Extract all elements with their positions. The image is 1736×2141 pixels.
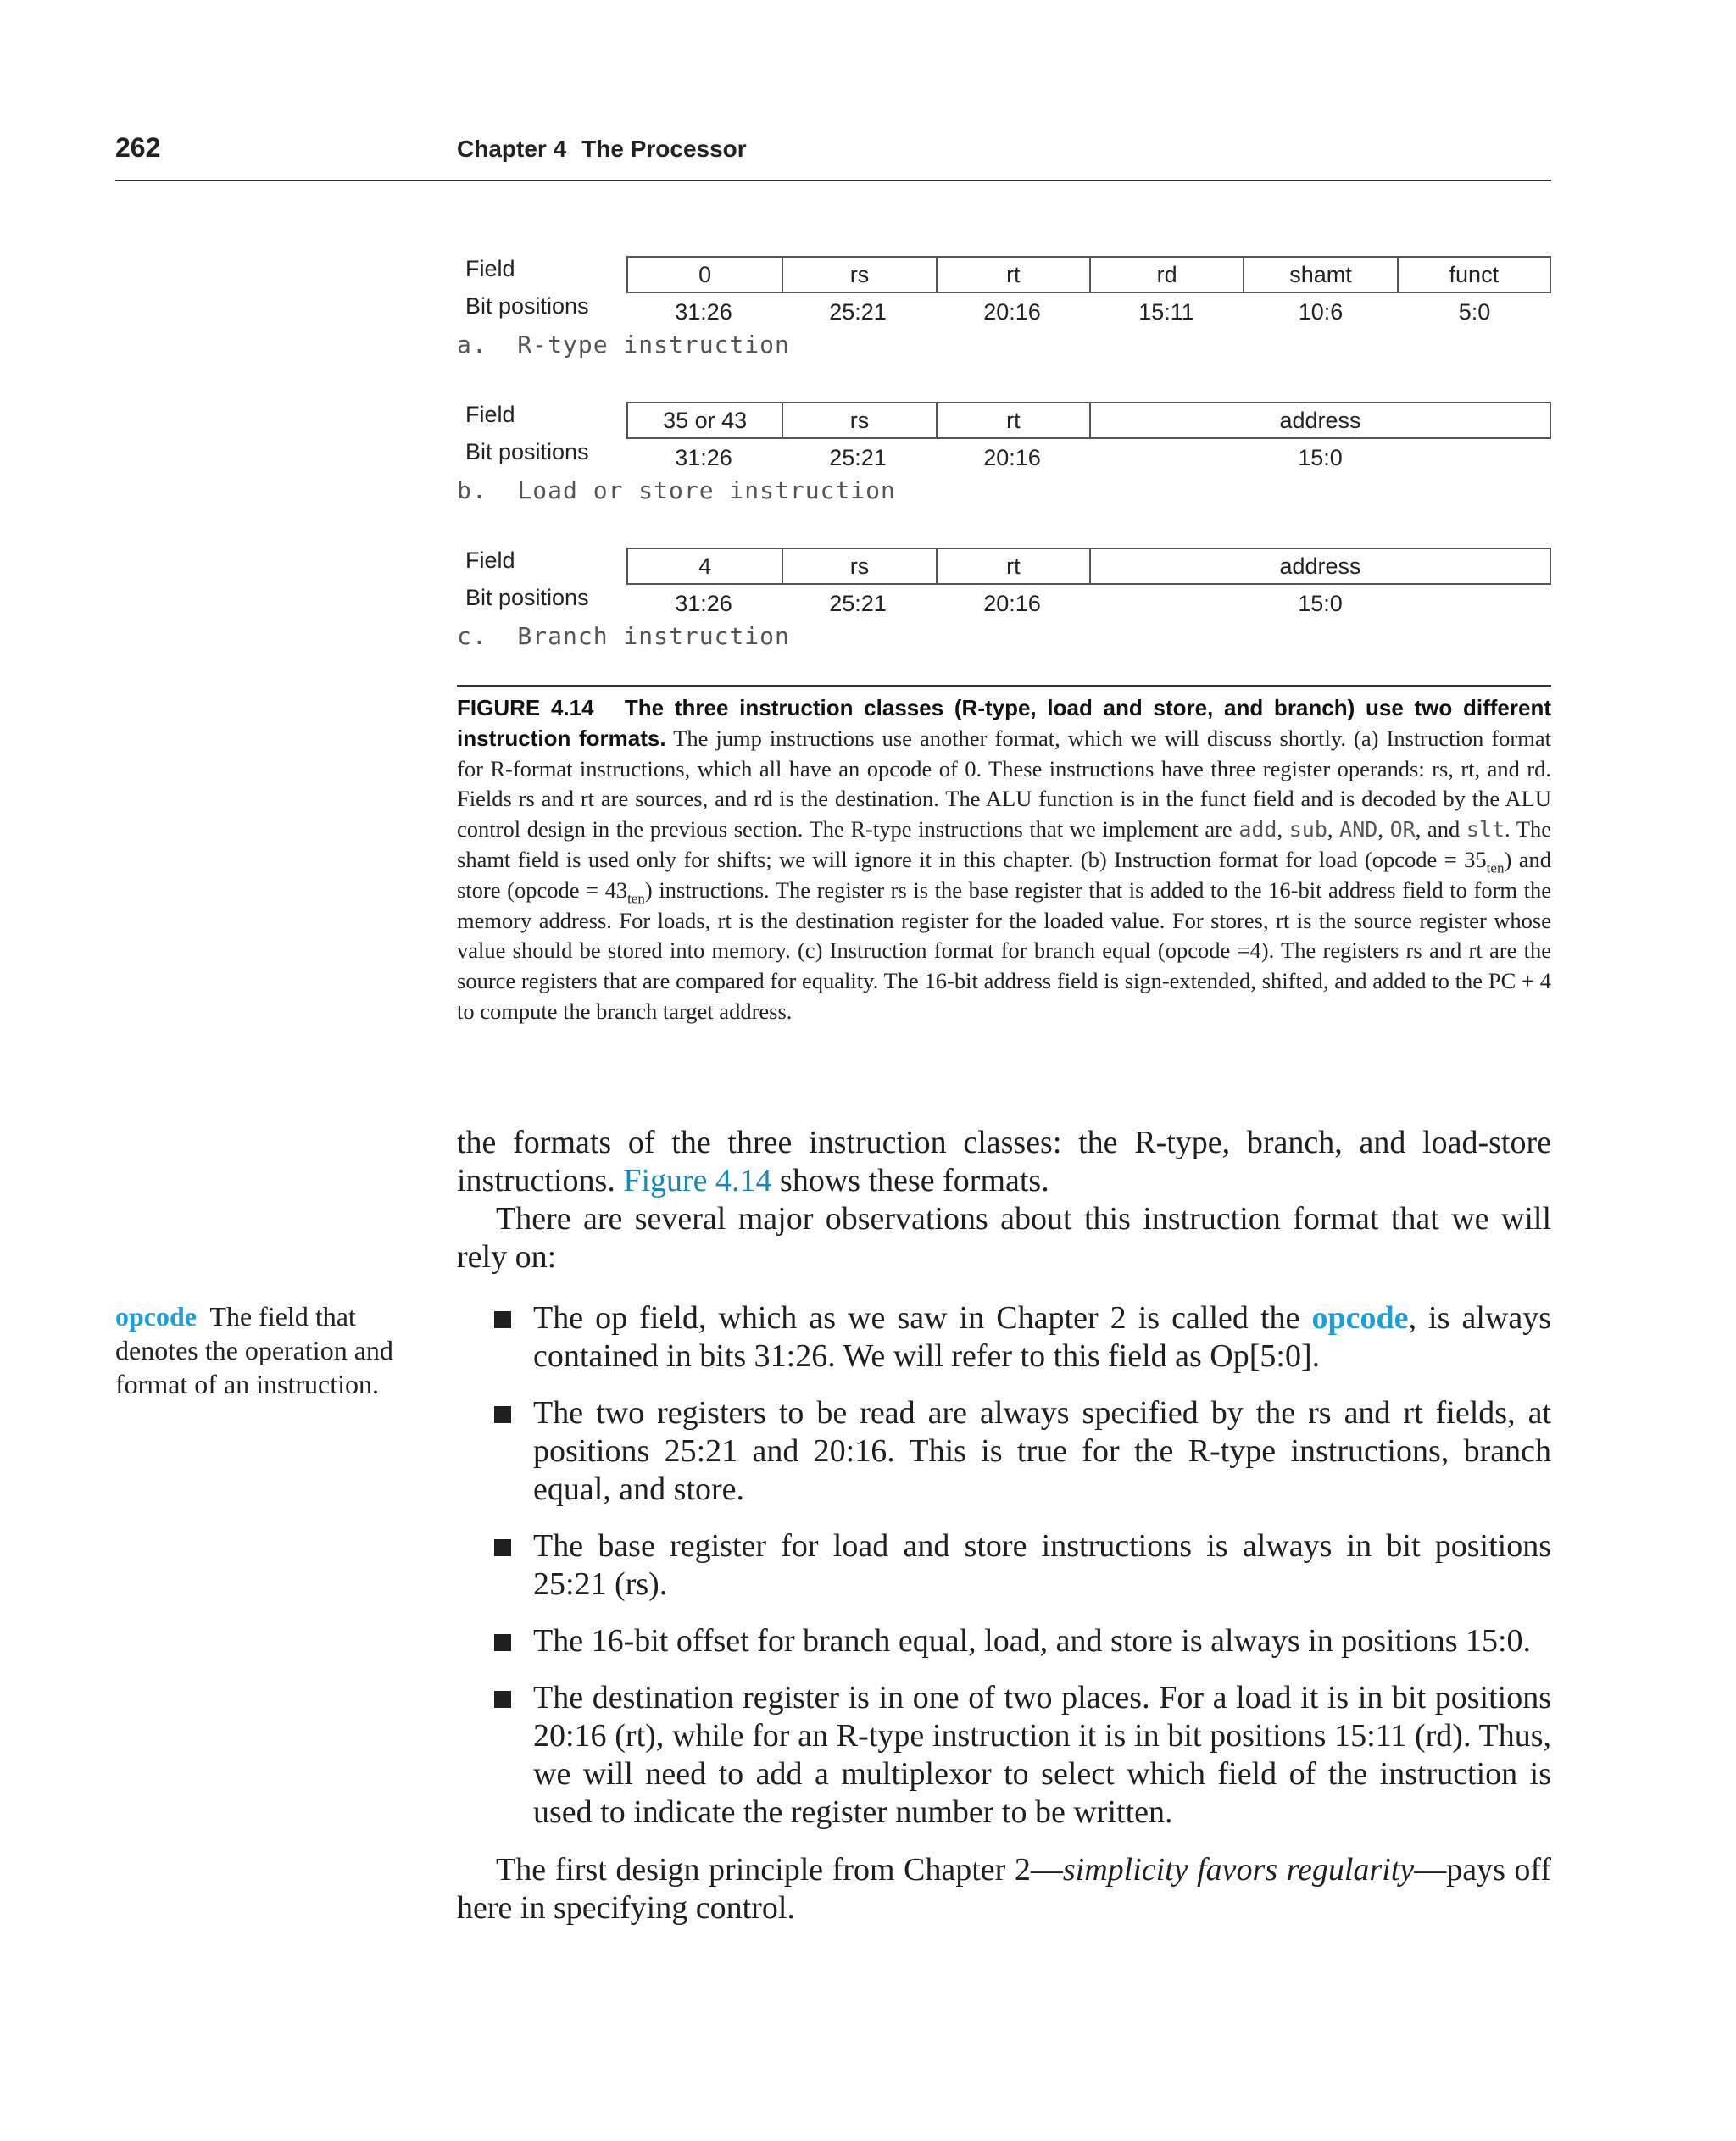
body-paragraph: There are several major observations about this instruction format that we will rely on: [457,1201,1551,1275]
bits-cell: 5:0 [1458,298,1491,325]
header-rule [115,180,1551,181]
observation-list [494,1299,1551,1850]
list-item-text: The destination register is in one of two places. For a load it is in bit positions 20:16 (rt), while for an R-type instruction it is in bit positions 15:11 (rd). Thus, we will need to add a multiplexor to select which field of the instruction is used to indicate the register number to be written. [533,1680,1551,1830]
emphasis: simplicity favors regularity [1062,1852,1415,1888]
field-cell: rt [936,403,1089,437]
code-slt: slt [1466,817,1505,842]
caption-word-and: and [1427,816,1461,842]
caption-text: ) and store (opcode = 43 [457,846,1551,903]
caption-text: The jump instructions use another format, which we will discuss shortly. (a) Instruction format for R-format instructions, which all have an opcode of 0. These instructions have three register operands: rs, rt, and rd. Fields rs and rt are sources, and rd is the destination. The ALU function is in the funct field and is decoded by the ALU control design in the previous section. The R-type instructions that we implement are [457,725,1551,842]
bits-cells [626,439,1551,476]
bits-cell: 15:11 [1138,298,1194,325]
format-caption: b. Load or store instruction [457,476,896,504]
figure-caption: FIGURE 4.14 The three instruction classes (R-type, load and store, and branch) use two different instruction formats. The jump instructions use another format, which we will discuss shortly. (a) Instruction format for R-format instructions, which all have an opcode of 0. These instructions have three register operands: rs, rt, and rd. Fields rs and rt are sources, and rd is the destination. The ALU function is in the funct field and is decoded by the ALU control design in the previous section. The R-type instructions that we implement are add, sub, AND, OR, and slt. The shamt field is used only for shifts; we will ignore it in this chapter. (b) Instruction format for load (opcode = $35_{ten}$) and store (opcode = $43_{ten}$) instructions. The register rs is the base register that is added to the 16-bit address field to form the memory address. For loads, rt is the destination register for the loaded value. For stores, rt is the source register whose value should be stored into memory. (c) Instruction format for branch equal (opcode =4). The registers rs and rt are the source registers that are compared for equality. The 16-bit address field is sign-extended, shifted, and added to the PC + 4 to compute the branch target address. [457,695,1551,1024]
caption-rule [457,685,1551,687]
body-paragraph [457,1851,1551,1927]
format-branch [457,548,1551,659]
subscript-ten: ten [627,890,645,907]
bits-cell: 15:0 [1298,590,1343,616]
paragraph-text: The first design principle from Chapter 2— [496,1852,1063,1888]
field-label: Field [465,256,515,281]
field-cells [626,402,1551,439]
margin-term: opcode [115,1301,197,1332]
format-r-type [457,256,1551,368]
list-item [494,1394,1551,1509]
field-cell: rt [936,258,1089,292]
bits-row [457,585,1551,622]
field-cells [626,256,1551,293]
format-caption: c. Branch instruction [457,622,790,650]
caption-text: ) instructions. The register rs is the base register that is added to the 16-bit address field to form the memory address. For loads, rt is the destination register for the loaded value. For stores, rt is the source register whose value should be stored into memory. (c) Instruction format for branch equal (opcode =4). The registers rs and rt are the source registers that are compared for equality. The 16-bit address field is sign-extended, shifted, and added to the PC + 4 to compute the branch target address. [457,876,1551,1024]
page-number: 262 [115,132,161,163]
field-label: Field [465,548,515,573]
bits-cell: 15:0 [1298,444,1343,470]
chapter-title: The Processor [581,136,747,162]
running-head [457,136,747,163]
bits-cell: 31:26 [675,444,732,470]
field-cell: address [1089,403,1550,437]
bits-cell: 25:21 [829,590,887,616]
field-row [457,402,1551,439]
field-row [457,548,1551,585]
bits-cell: 25:21 [829,444,887,470]
bullet-square-icon [494,1539,511,1556]
field-cell: 0 [698,261,712,287]
list-item [494,1299,1551,1376]
format-load-store [457,402,1551,514]
format-caption: a. R-type instruction [457,331,790,359]
bits-cell: 20:16 [983,298,1041,325]
field-cells [626,548,1551,585]
bits-cells [626,585,1551,622]
field-row [457,256,1551,293]
field-cell: rs [782,258,935,292]
bits-cell: 20:16 [983,590,1041,616]
code-add: add [1238,817,1277,842]
body-paragraph [457,1124,1551,1200]
bits-label: Bit positions [465,585,589,610]
opcode-term: opcode [1311,1300,1409,1336]
chapter-label: Chapter 4 [457,136,567,162]
bits-cell: 31:26 [675,298,732,325]
margin-definition [115,1299,420,1401]
bits-row [457,293,1551,331]
paragraph-text: —pays off here in specifying control. [457,1852,1552,1926]
field-cell: rs [782,549,935,583]
paragraph-text: the formats of the three instruction classes: the R-type, branch, and load-store instructions. [457,1125,1551,1198]
paragraph-text: shows these formats. [780,1163,1049,1198]
field-label: Field [465,402,515,427]
bullet-square-icon [494,1311,511,1328]
margin-definition-text: The field that denotes the operation and format of an instruction. [115,1301,393,1399]
field-cell: shamt [1243,258,1396,292]
field-cell: rd [1089,258,1243,292]
list-item [494,1527,1551,1604]
field-cell: 35 or 43 [663,407,748,433]
bullet-square-icon [494,1634,511,1651]
bits-cell: 25:21 [829,298,887,325]
list-item [494,1622,1551,1660]
list-item-text: The base register for load and store instructions is always in bit positions 25:21 (rs). [533,1528,1551,1602]
field-cell: 4 [698,553,712,579]
bullet-square-icon [494,1691,511,1708]
code-sub: sub [1288,817,1327,842]
caption-text: . The shamt field is used only for shifts; we will ignore it in this chapter. (b) Instruction format for load (opcode = 35 [457,816,1551,872]
bits-cells [626,293,1551,331]
list-item-text: , is always contained in bits 31:26. We will refer to this field as Op[5:0]. [533,1300,1551,1374]
list-item [494,1679,1551,1832]
bits-cell: 10:6 [1298,298,1344,325]
field-cell: rs [782,403,935,437]
list-item-text: The two registers to be read are always specified by the rs and rt fields, at positions 25:21 and 20:16. This is true for the R-type instructions, branch equal, and store. [533,1395,1551,1507]
bullet-square-icon [494,1406,511,1423]
bits-cell: 31:26 [675,590,732,616]
field-cell: rt [936,549,1089,583]
figure-label: FIGURE 4.14 [457,695,594,720]
code-or: OR [1389,817,1416,842]
field-cell: address [1089,549,1550,583]
figure-heading: The three instruction classes (R-type, load and store, and branch) use two different instruction formats. [457,695,1551,751]
bits-row [457,439,1551,476]
field-cell: funct [1397,258,1550,292]
figure-link[interactable]: Figure 4.14 [623,1163,772,1198]
code-and: AND [1339,817,1378,842]
subscript-ten: ten [1486,859,1505,876]
bits-cell: 20:16 [983,444,1041,470]
bits-label: Bit positions [465,439,589,464]
list-item-text: The 16-bit offset for branch equal, load, and store is always in positions 15:0. [533,1623,1532,1659]
bits-label: Bit positions [465,293,589,319]
list-item-text: The op field, which as we saw in Chapter 2 is called the [533,1300,1300,1336]
